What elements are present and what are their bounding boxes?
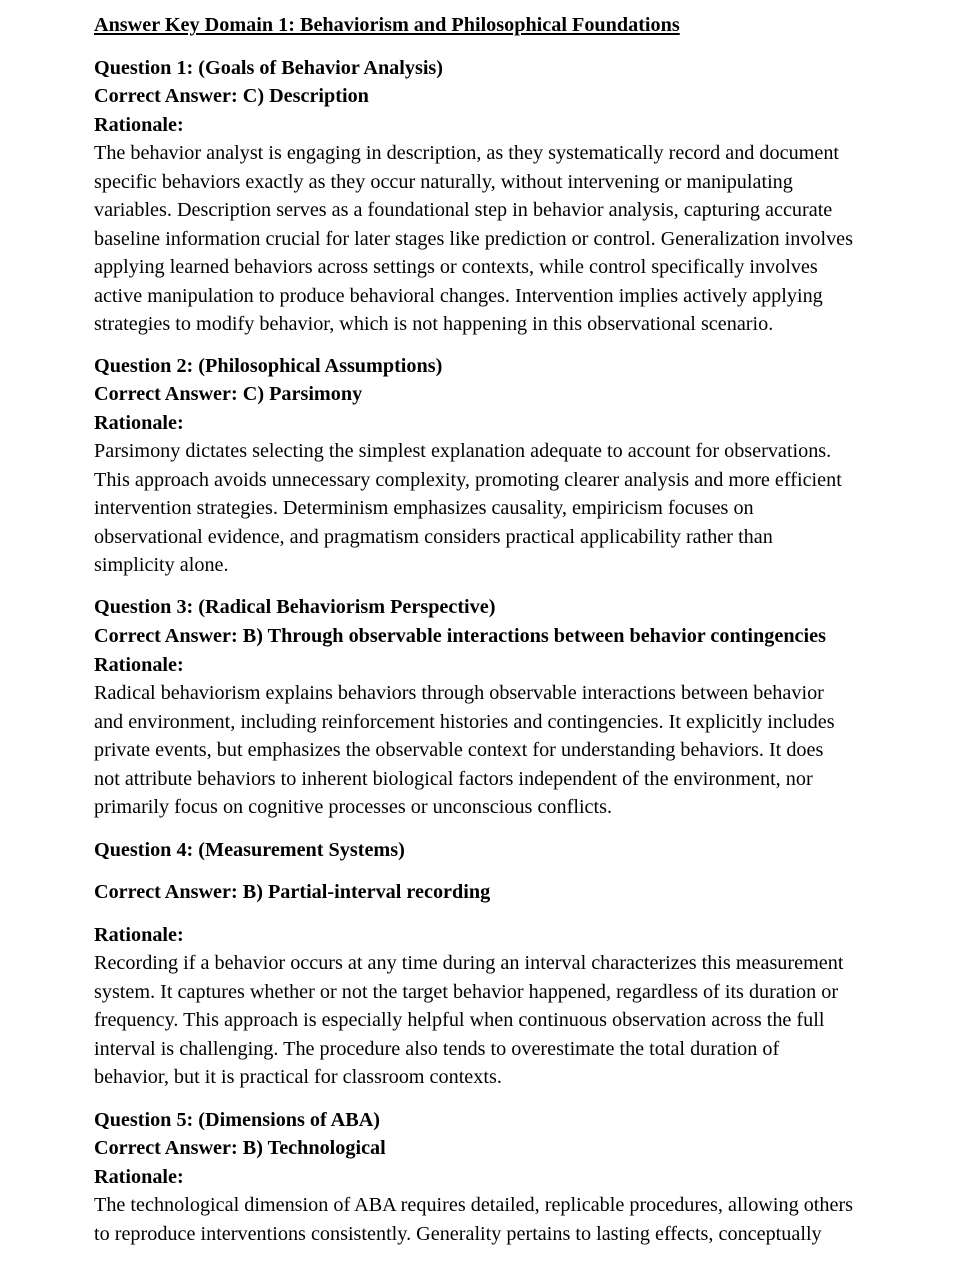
rationale-line: to reproduce interventions consistently. Generality pertains to lasting effects, conceptually (94, 1223, 822, 1245)
rationale-line: behavior, but it is practical for classroom contexts. (94, 1066, 502, 1088)
correct-answer: Correct Answer: C) Description (94, 85, 369, 107)
rationale-line: This approach avoids unnecessary complexity, promoting clearer analysis and more efficient (94, 469, 842, 491)
rationale-line: private events, but emphasizes the observable context for understanding behaviors. It does (94, 739, 824, 761)
rationale-line: variables. Description serves as a foundational step in behavior analysis, capturing accurate (94, 199, 833, 221)
rationale-line: specific behaviors exactly as they occur naturally, without intervening or manipulating (94, 171, 793, 193)
question-heading: Question 5: (Dimensions of ABA) (94, 1109, 381, 1131)
rationale-line: active manipulation to produce behavioral changes. Intervention implies actively applying (94, 285, 823, 307)
correct-answer: Correct Answer: B) Partial-interval recording (94, 881, 491, 903)
rationale-line: observational evidence, and pragmatism considers practical applicability rather than (94, 526, 773, 548)
rationale-label: Rationale: (94, 114, 184, 136)
rationale-line: Parsimony dictates selecting the simplest explanation adequate to account for observations. (94, 440, 832, 462)
rationale-line: baseline information crucial for later stages like prediction or control. Generalization involves (94, 228, 854, 250)
rationale-line: strategies to modify behavior, which is not happening in this observational scenario. (94, 313, 774, 335)
rationale-label: Rationale: (94, 924, 184, 946)
rationale-label: Rationale: (94, 412, 184, 434)
rationale-line: applying learned behaviors across settings or contexts, while control specifically involves (94, 256, 818, 278)
rationale-label: Rationale: (94, 1166, 184, 1188)
correct-answer: Correct Answer: B) Technological (94, 1137, 386, 1159)
question-heading: Question 2: (Philosophical Assumptions) (94, 355, 443, 377)
rationale-line: interval is challenging. The procedure also tends to overestimate the total duration of (94, 1038, 780, 1060)
rationale-line: simplicity alone. (94, 554, 229, 576)
rationale-line: primarily focus on cognitive processes or unconscious conflicts. (94, 796, 613, 818)
rationale-line: intervention strategies. Determinism emphasizes causality, empiricism focuses on (94, 497, 754, 519)
correct-answer: Correct Answer: B) Through observable interactions between behavior contingencies (94, 625, 826, 647)
rationale-line: Recording if a behavior occurs at any time during an interval characterizes this measurement (94, 952, 844, 974)
rationale-line: frequency. This approach is especially helpful when continuous observation across the full (94, 1009, 825, 1031)
rationale-label: Rationale: (94, 654, 184, 676)
rationale-line: Radical behaviorism explains behaviors through observable interactions between behavior (94, 682, 824, 704)
rationale-line: not attribute behaviors to inherent biological factors independent of the environment, nor (94, 768, 813, 790)
question-heading: Question 4: (Measurement Systems) (94, 839, 405, 861)
question-heading: Question 3: (Radical Behaviorism Perspective) (94, 596, 496, 618)
question-heading: Question 1: (Goals of Behavior Analysis) (94, 57, 444, 79)
document-title: Answer Key Domain 1: Behaviorism and Philosophical Foundations (94, 14, 680, 36)
rationale-line: system. It captures whether or not the target behavior happened, regardless of its duration or (94, 981, 839, 1003)
correct-answer: Correct Answer: C) Parsimony (94, 383, 363, 405)
rationale-line: The technological dimension of ABA requires detailed, replicable procedures, allowing others (94, 1194, 854, 1216)
rationale-line: The behavior analyst is engaging in description, as they systematically record and document (94, 142, 840, 164)
rationale-line: and environment, including reinforcement histories and contingencies. It explicitly includes (94, 711, 835, 733)
